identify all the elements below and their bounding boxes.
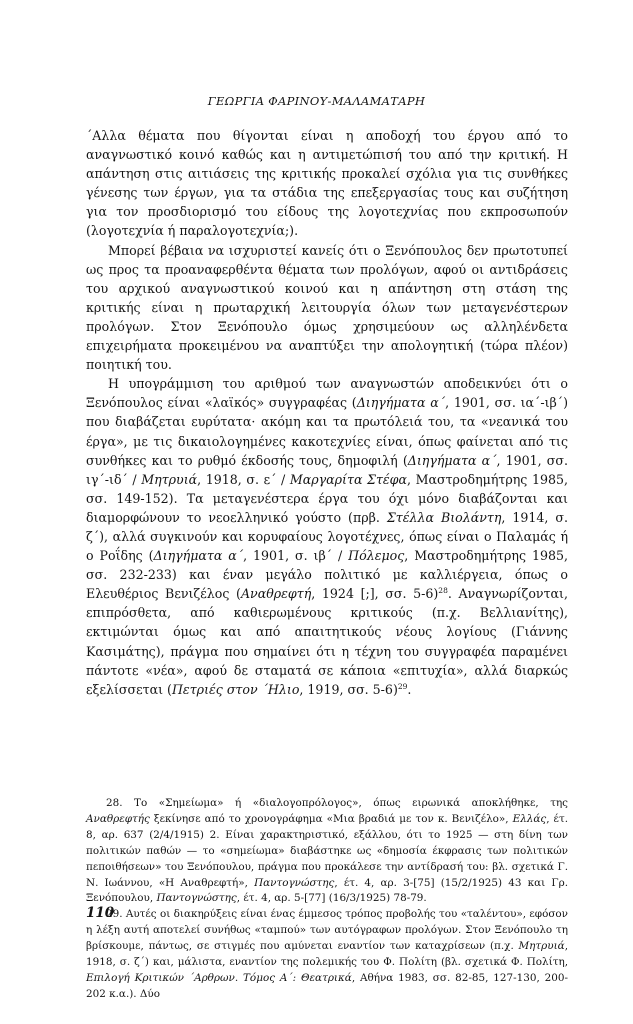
italic-title: Μαργαρίτα Στέφα	[289, 471, 407, 487]
paragraph-text: Μπορεί βέβαια να ισχυριστεί κανείς ότι ο Ξενόπουλος δεν πρωτοτυπεί ως προς τα προαναφερθέντα θέματα των προλόγων, αφού οι αντιδράσεις του αρχικού αναγνωστικού κοινού και η απάντηση στη στάση της κριτικής είναι η πρωταρχική λειτουργία όλων των μεταγενέστερων προλόγων. Στον Ξενόπουλο όμως χρησιμεύουν ως αλληλένδετα επιχειρήματα προκειμένου να αναπτύξει την απολογητική (τώρα πλέον) ποιητική του.	[86, 242, 568, 373]
italic-title: Διηγήματα α΄	[407, 452, 497, 468]
italic-title: Μητρυιά	[518, 940, 565, 953]
footnote-text: ξεκίνησε από το χρονογράφημα «Μια βραδιά με τον κ. Βενιζέλο»,	[149, 812, 513, 825]
page-number: 110	[86, 905, 115, 921]
footnote-text: , έτ. 8, αρ. 637 (2/4/1915) 2. Είναι χαρακτηριστικό, εξάλλου, ότι το 1925 — στη δίνη των πολιτικών παθών — το «σημείωμα» διαβάστηκε ως «δημοσία έκφρασις των πολιτικών πεποιθήσεων» του Ξενόπουλου, πράγμα που προκάλεσε την αντίδρασή του: βλ. σχετικά Γ. Ν. Ιωάννου, «Η Αναθρεφτή»,	[86, 812, 568, 889]
paragraph-text: . Αναγνωρίζονται, επιπρόσθετα, από καθιερωμένους κριτικούς (π.χ. Βελλιανίτης), εκτιμώνται όμως και από απαιτητικούς νέους λογίους (Γιάννης Κασιμάτης), πράγμα που σημαίνει ότι η τέχνη του συγγραφέα παραμένει πάντοτε «νέα», αφού δε σταματά σε κάποια «επιτυχία», αλλά διαρκώς εξελίσσεται (	[86, 586, 568, 697]
italic-title: Παντογνώστης	[156, 892, 237, 905]
paragraph-text: , 1924 [;], σσ. 5-6)	[311, 586, 439, 602]
italic-title: Μητρυιά	[141, 471, 198, 487]
paragraph	[86, 241, 568, 375]
footnote-text: , έτ. 4, αρ. 5-[77] (16/3/1925) 78-79.	[236, 892, 427, 905]
footnote-text: 29. Αυτές οι διακηρύξεις είναι ένας έμμεσος τρόπος προβολής του «ταλέντου», εφόσον η λέξη αυτή αποτελεί συνήθως «ταμπού» των αυτόγραφων προλόγων. Στον Ξενόπουλο τη βρίσκουμε, πάντως, σε στιγμές που αμύνεται εναντίον των καταχρίσεων (π.χ.	[86, 908, 568, 953]
footnote-text: 28. Το «Σημείωμα» ή «διαλογοπρόλογος», όπως ειρωνικά αποκλήθηκε, της	[106, 797, 568, 809]
footnote	[86, 796, 568, 907]
italic-title: Επιλογή Κριτικών ΄Αρθρων. Τόμος Α΄: Θεατρικά	[86, 971, 352, 984]
paragraph	[86, 374, 568, 699]
paragraph-text: , 1919, σσ. 5-6)	[299, 681, 398, 697]
paragraph-text: , 1901, σσ. ια΄-ιβ΄) που διαβάζεται ευρύτατα· ακόμη και τα πρωτόλειά του, τα «νεανικά του έργα», με τις δικαιολογημένες κακοτεχνίες είναι, όπως φαίνεται από τις συνθήκες και το ρυθμό έκδοσής τους, δημοφιλή (	[86, 395, 569, 468]
paragraph-text: , Μαστροδημήτρης 1985, σσ. 232-233) και έναν μεγάλο πολιτικό με καλλιέργεια, όπως ο Ελευθέριος Βενιζέλος (	[86, 548, 568, 602]
paragraph-text: ΄Αλλα θέματα που θίγονται είναι η αποδοχή του έργου από το αναγνωστικό κοινό καθώς και η αντιμετώπισή του από την κριτική. Η απάντηση στις αιτιάσεις της κριτικής προκαλεί σχόλια για τις συνθήκες γένεσης των έργων, για τα στάδια της επεξεργασίας τους και συζήτηση για τον προσδιορισμό του είδους της λογοτεχνίας που εκπροσωπούν (λογοτεχνία ή παραλογοτεχνία;).	[86, 128, 568, 239]
footnote-text: , Αθήνα 1983, σσ. 82-85, 127-130, 200-202 κ.α.). Δύο	[86, 971, 568, 1000]
paragraph-text: .	[407, 681, 412, 697]
italic-title: Διηγήματα α΄	[356, 395, 446, 411]
paragraph-text: , 1901, σ. ιβ΄ /	[243, 548, 349, 564]
italic-title: Πόλεμος	[348, 548, 405, 564]
paragraph-text: Η υπογράμμιση του αριθμού των αναγνωστών αποδεικνύει ότι ο Ξενόπουλος είναι «λαϊκός» συγγραφέας (	[86, 376, 568, 411]
footnotes	[86, 796, 568, 1003]
footnote-ref: 28	[438, 586, 448, 596]
paragraph-text: , 1918, σ. ε΄ /	[197, 471, 290, 487]
italic-title: Παντογνώστης	[254, 876, 335, 889]
paragraph	[86, 126, 568, 241]
footnote-text: , 1918, σ. ζ΄) και, μάλιστα, εναντίον της πολεμικής του Φ. Πολίτη (βλ. σχετικά Φ. Πολίτη,	[86, 940, 568, 969]
italic-title: Διηγήματα α΄	[153, 548, 244, 564]
italic-title: Ελλάς	[512, 812, 547, 825]
paragraph-text: , Μαστροδημήτρης 1985, σσ. 149-152). Τα μεταγενέστερα έργα του όχι μόνο διαβάζονται και διαμορφώνουν το νεοελληνικό γούστο (πρβ.	[86, 471, 568, 525]
italic-title: Στέλλα Βιολάντη	[386, 509, 502, 525]
footnote-text: , έτ. 4, αρ. 3-[75] (15/2/1925) 43 και Γρ. Ξενόπουλου,	[86, 876, 568, 905]
italic-title: Αναθρεφτής	[86, 812, 150, 825]
running-head: ΓΕΩΡΓΙΑ ΦΑΡΙΝΟΥ-ΜΑΛΑΜΑΤΑΡΗ	[207, 94, 426, 108]
paragraph-text: , 1901, σσ. ιγ΄-ιδ΄ /	[86, 452, 569, 487]
italic-title: Πετριές στον ΄Ηλιο	[171, 681, 300, 697]
paragraph-text: , 1914, σ. ζ΄), αλλά συγκινούν και κορυφαίους λογοτέχνες, όπως είναι ο Παλαμάς ή ο Ροΐδης (	[86, 509, 569, 564]
italic-title: Αναθρεφτή	[240, 586, 312, 602]
footnote-ref: 29	[397, 681, 408, 691]
footnote	[86, 907, 568, 1002]
body-text	[86, 126, 568, 699]
